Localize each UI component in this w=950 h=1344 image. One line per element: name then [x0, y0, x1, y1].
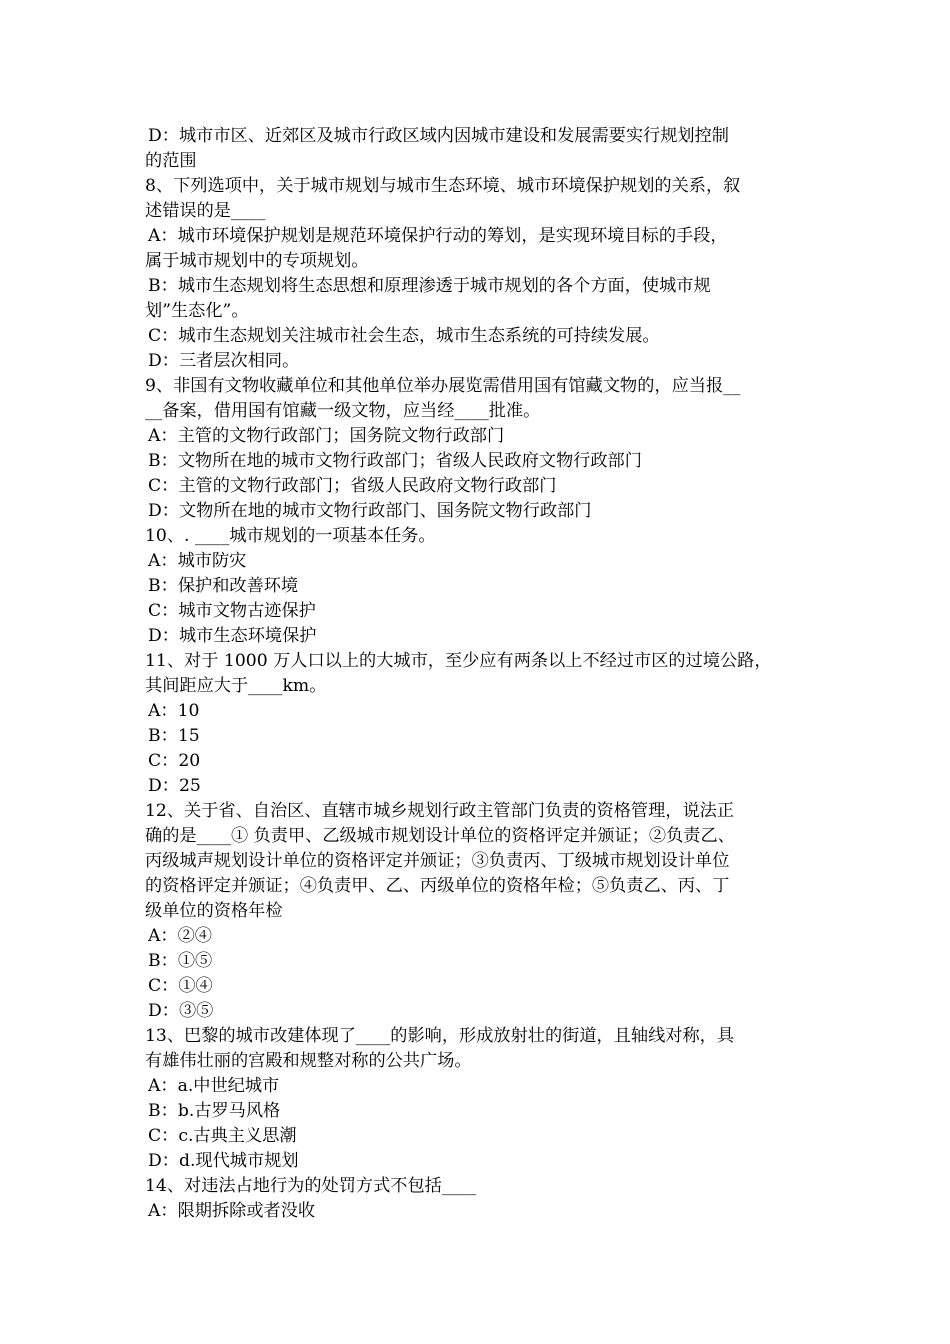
- text-line: 11、对于 1000 万人口以上的大城市，至少应有两条以上不经过市区的过境公路，: [145, 651, 772, 671]
- option-line: D：③⑤: [148, 1001, 214, 1021]
- text-line: 10、. ____城市规划的一项基本任务。: [145, 526, 436, 546]
- text-line: 的范围: [145, 151, 197, 171]
- option-line: B：b.古罗马风格: [148, 1101, 281, 1121]
- option-line: C：①④: [148, 976, 213, 996]
- option-line: B：文物所在地的城市文物行政部门；省级人民政府文物行政部门: [148, 451, 642, 471]
- option-line: A：城市防灾: [148, 551, 247, 571]
- option-line: D：三者层次相同。: [148, 351, 300, 371]
- option-line: C：主管的文物行政部门；省级人民政府文物行政部门: [148, 476, 557, 496]
- option-line: D：d.现代城市规划: [148, 1151, 299, 1171]
- option-line: A：10: [148, 701, 200, 721]
- option-line: C：城市生态规划关注城市社会生态，城市生态系统的可持续发展。: [148, 326, 660, 346]
- text-line: __备案，借用国有馆藏一级文物，应当经____批准。: [145, 401, 541, 421]
- text-line: 13、巴黎的城市改建体现了____的影响，形成放射壮的街道，且轴线对称，具: [145, 1026, 735, 1046]
- text-line: 8、下列选项中，关于城市规划与城市生态环境、城市环境保护规划的关系，叙: [145, 176, 741, 196]
- option-line: B：保护和改善环境: [148, 576, 299, 596]
- option-line: A：a.中世纪城市: [148, 1076, 280, 1096]
- text-line: 的资格评定并颁证；④负责甲、乙、丙级单位的资格年检；⑤负责乙、丙、丁: [145, 876, 730, 896]
- text-line: 14、对违法占地行为的处罚方式不包括____: [145, 1176, 477, 1196]
- option-line: A：城市环境保护规划是规范环境保护行动的筹划，是实现环境目标的手段，: [148, 226, 728, 246]
- text-line: 12、关于省、自治区、直辖市城乡规划行政主管部门负责的资格管理，说法正: [145, 801, 735, 821]
- text-line: 划”生态化”。: [145, 301, 249, 321]
- text-line: 确的是____① 负责甲、乙级城市规划设计单位的资格评定并颁证；②负责乙、: [145, 826, 735, 846]
- text-line: 9、非国有文物收藏单位和其他单位举办展览需借用国有馆藏文物的，应当报__: [145, 376, 741, 396]
- option-line: A：限期拆除或者没收: [148, 1201, 316, 1221]
- option-line: B：①⑤: [148, 951, 213, 971]
- option-line: D：文物所在地的城市文物行政部门、国务院文物行政部门: [148, 501, 592, 521]
- text-line: 其间距应大于____km。: [145, 676, 327, 696]
- option-line: D：城市市区、近郊区及城市行政区域内因城市建设和发展需要实行规划控制: [148, 126, 729, 146]
- option-line: B：城市生态规划将生态思想和原理渗透于城市规划的各个方面，使城市规: [148, 276, 711, 296]
- option-line: C：20: [148, 751, 201, 771]
- text-line: 属于城市规划中的专项规划。: [145, 251, 369, 271]
- option-line: D：25: [148, 776, 201, 796]
- text-line: 级单位的资格年检: [145, 901, 283, 921]
- option-line: A：主管的文物行政部门；国务院文物行政部门: [148, 426, 505, 446]
- option-line: B：15: [148, 726, 200, 746]
- option-line: A：②④: [148, 926, 212, 946]
- option-line: C：城市文物古迹保护: [148, 601, 316, 621]
- option-line: D：城市生态环境保护: [148, 626, 317, 646]
- text-line: 有雄伟壮丽的宫殿和规整对称的公共广场。: [145, 1051, 472, 1071]
- option-line: C：c.古典主义思潮: [148, 1126, 297, 1146]
- text-line: 述错误的是____: [145, 201, 266, 221]
- text-line: 丙级城声规划设计单位的资格评定并颁证；③负责丙、丁级城市规划设计单位: [145, 851, 730, 871]
- document-page: [145, 124, 817, 1224]
